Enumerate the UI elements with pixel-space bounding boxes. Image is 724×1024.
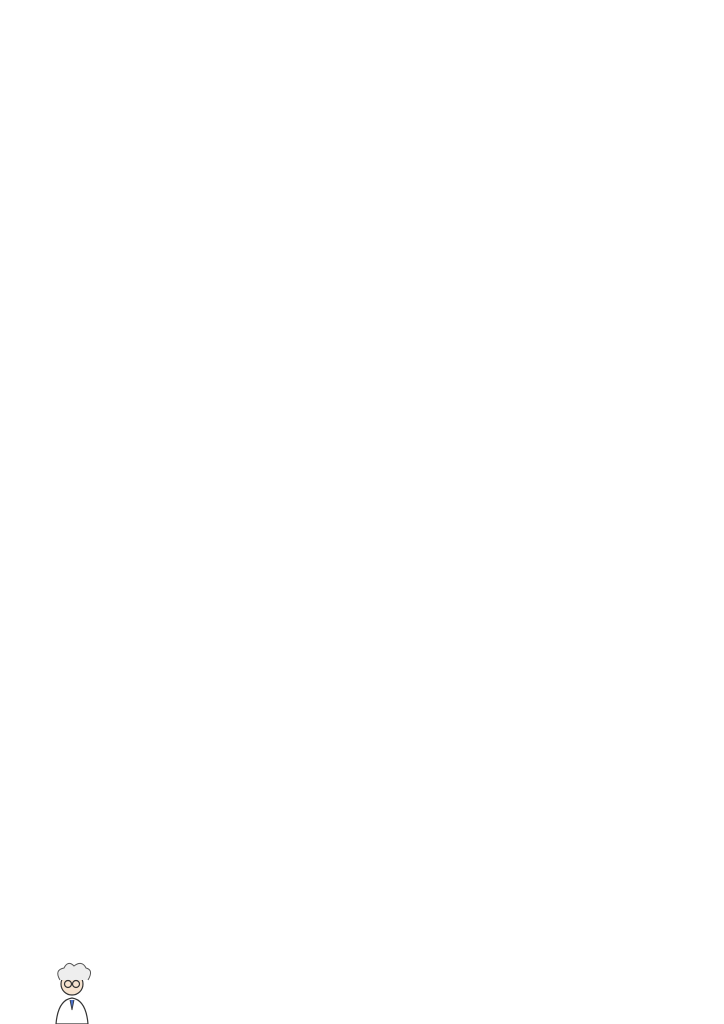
top-pencil-border [0,0,724,200]
professor-mascot-icon [30,960,120,1024]
